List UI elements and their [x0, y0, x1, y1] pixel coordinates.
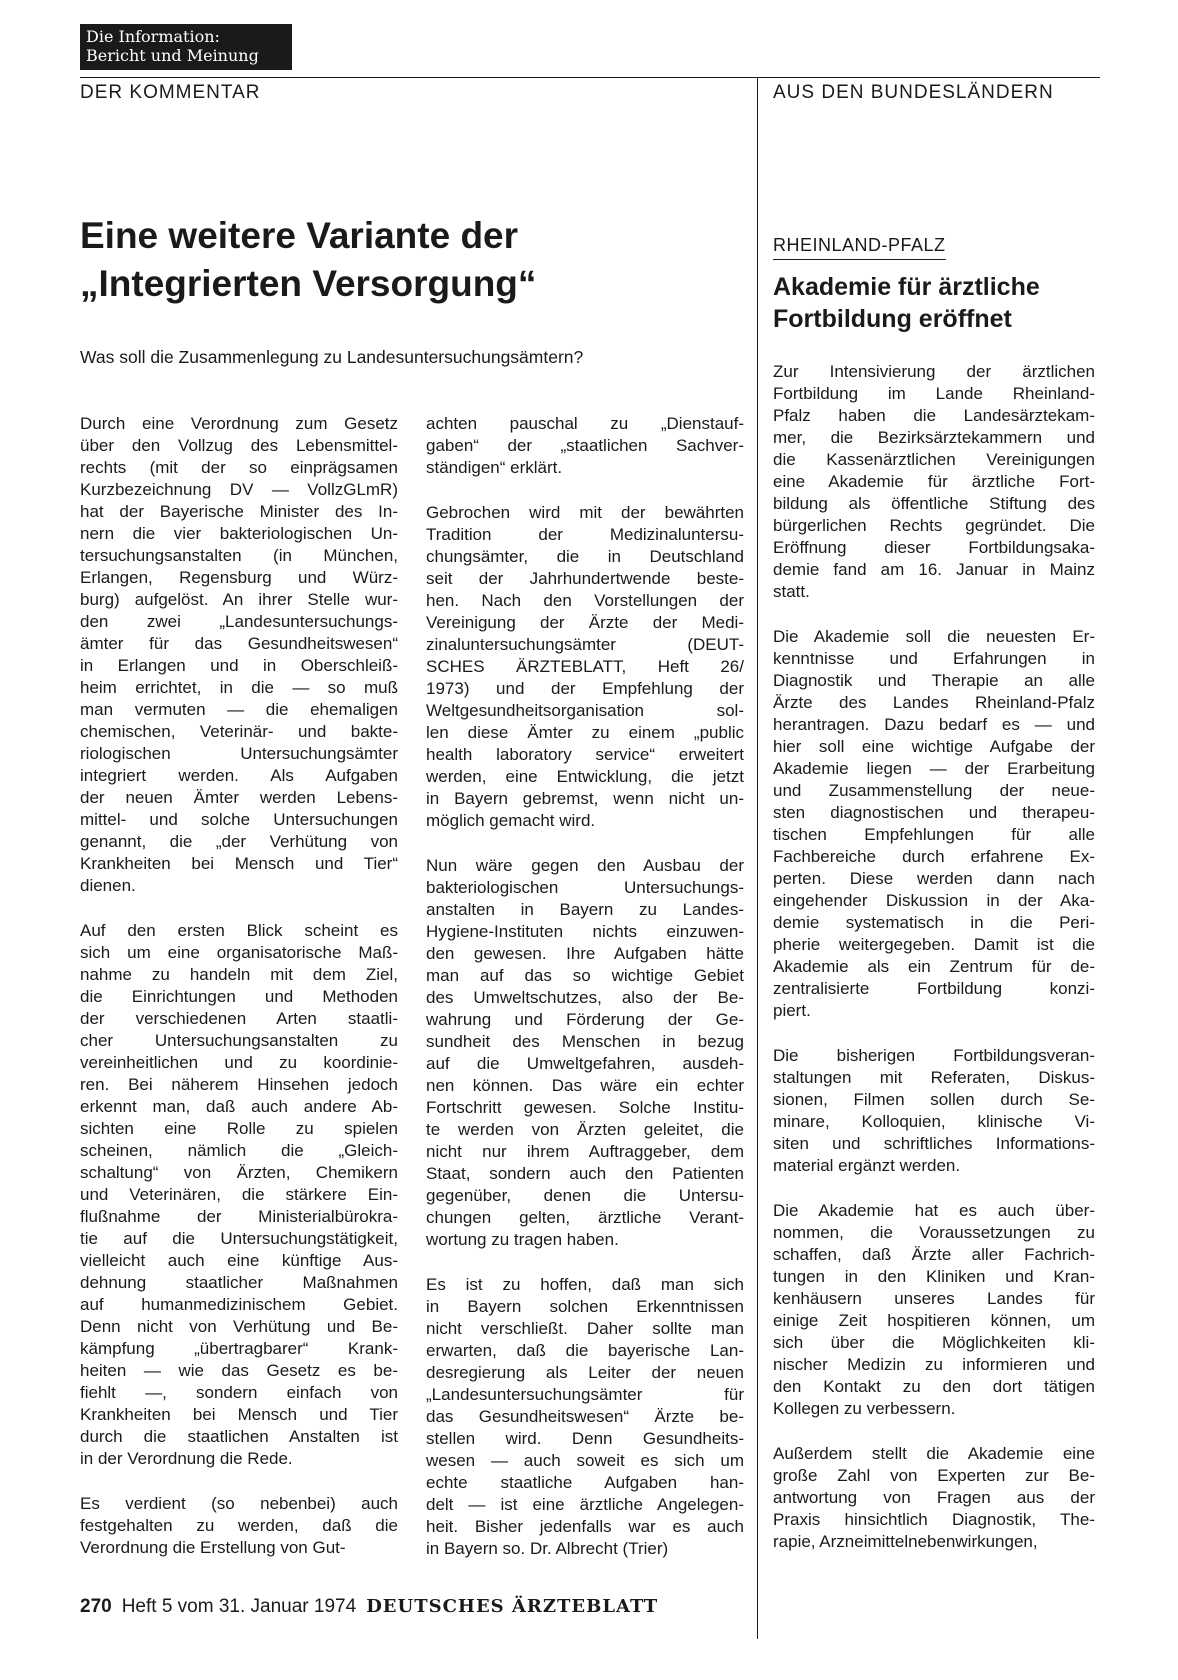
text-line: fiehlt —, sondern einfach von: [80, 1383, 398, 1402]
text-line: erwarten, daß die bayerische Lan-: [426, 1341, 744, 1360]
text-line: werden, eine Entwicklung, die jetzt: [426, 767, 744, 786]
text-line: perten. Diese werden dann nach: [773, 869, 1095, 888]
text-line: kämpfung „übertragbarer“ Krank-: [80, 1339, 398, 1358]
article-column-1: [80, 413, 398, 1582]
page-footer: [80, 1596, 658, 1618]
article-column-2: [426, 413, 744, 1583]
paragraph: [80, 413, 398, 897]
text-line: die Kassenärztlichen Vereinigungen: [773, 450, 1095, 469]
text-line: bildung als öffentliche Stiftung des: [773, 494, 1095, 513]
headline-line-2: „Integrierten Versorgung“: [80, 263, 537, 304]
text-line: Ärzte des Landes Rheinland-Pfalz: [773, 693, 1095, 712]
text-line: mittel- und solche Untersuchungen: [80, 810, 398, 829]
text-line: schaffen, daß Ärzte aller Fachrich-: [773, 1245, 1095, 1264]
text-line: kenhäusern unseres Landes für: [773, 1289, 1095, 1308]
text-line: siten und schriftliches Informations-: [773, 1134, 1095, 1153]
text-line: Eröffnung dieser Fortbildungsaka-: [773, 538, 1095, 557]
text-line: nicht nur ihrem Auftraggeber, dem: [426, 1142, 744, 1161]
text-line: mer, die Bezirksärztekammern und: [773, 428, 1095, 447]
text-line: auf humanmedizinischem Gebiet.: [80, 1295, 398, 1314]
text-line: festgehalten zu werden, daß die: [80, 1516, 398, 1535]
text-line: flußnahme der Ministerialbürokra-: [80, 1207, 398, 1226]
masthead-line-2: Bericht und Meinung: [86, 46, 259, 65]
text-line: eine Akademie für ärztliche Fort-: [773, 472, 1095, 491]
text-line: den Kontakt zu den dort tätigen: [773, 1377, 1095, 1396]
text-line: man vermuten — die ehemaligen: [80, 700, 398, 719]
text-line: große Zahl von Experten zur Be-: [773, 1466, 1095, 1485]
text-line: nen können. Das wäre ein echter: [426, 1076, 744, 1095]
text-line: die Einrichtungen und Methoden: [80, 987, 398, 1006]
section-label-right: AUS DEN BUNDESLÄNDERN: [773, 82, 1054, 103]
text-line: gegenüber, denen die Untersu-: [426, 1186, 744, 1205]
paragraph: [773, 361, 1095, 603]
text-line: seit der Jahrhundertwende beste-: [426, 569, 744, 588]
text-line: Zur Intensivierung der ärztlichen: [773, 362, 1095, 381]
right-article-headline: [773, 271, 1103, 335]
text-line: stellen wird. Denn Gesundheits-: [426, 1429, 744, 1448]
text-line: Kurzbezeichnung DV — VollzGLmR): [80, 480, 398, 499]
text-line: tungen in den Kliniken und Kran-: [773, 1267, 1095, 1286]
text-line: vielleicht auch eine künftige Aus-: [80, 1251, 398, 1270]
text-line: Denn nicht von Verhütung und Be-: [80, 1317, 398, 1336]
text-line: in Bayern gebremst, wenn nicht un-: [426, 789, 744, 808]
text-line: „Landesuntersuchungsämter für: [426, 1385, 744, 1404]
text-line: sten diagnostischen und therapeu-: [773, 803, 1095, 822]
text-line: wahrung und Förderung der Ge-: [426, 1010, 744, 1029]
text-line: ren. Bei näherem Hinsehen jedoch: [80, 1075, 398, 1094]
text-line: nahme zu handeln mit dem Ziel,: [80, 965, 398, 984]
text-line: Akademie als ein Zentrum für de-: [773, 957, 1095, 976]
text-line: genannt, die „der Verhütung von: [80, 832, 398, 851]
text-line: sundheit des Menschen in bezug: [426, 1032, 744, 1051]
text-line: heim errichtet, in die — so muß: [80, 678, 398, 697]
text-line: Fortbildung im Lande Rheinland-: [773, 384, 1095, 403]
text-line: antwortung von Fragen aus der: [773, 1488, 1095, 1507]
text-line: Verordnung die Erstellung von Gut-: [80, 1538, 346, 1557]
right-headline-line-2: Fortbildung eröffnet: [773, 305, 1012, 333]
text-line: nicht verschließt. Daher sollte man: [426, 1319, 744, 1338]
text-line: sionen, Filmen sollen durch Se-: [773, 1090, 1095, 1109]
masthead-line-1: Die Information:: [86, 27, 220, 46]
text-line: auf die Umweltgefahren, ausdeh-: [426, 1054, 744, 1073]
text-line: chungen gelten, ärztliche Verant-: [426, 1208, 744, 1227]
section-label-left: DER KOMMENTAR: [80, 82, 261, 103]
text-line: nommen, die Voraussetzungen zu: [773, 1223, 1095, 1242]
text-line: ämter für das Gesundheitswesen“: [80, 634, 398, 653]
text-line: demie fand am 16. Januar in Mainz: [773, 560, 1095, 579]
text-line: wesen — auch soweit es sich um: [426, 1451, 744, 1470]
text-line: Nun wäre gegen den Ausbau der: [426, 856, 744, 875]
top-rule: [80, 77, 1100, 78]
text-line: tie auf die Untersuchungstätigkeit,: [80, 1229, 398, 1248]
text-line: rechts (mit der so einprägsamen: [80, 458, 398, 477]
text-line: tischen Empfehlungen für alle: [773, 825, 1095, 844]
text-line: desregierung als Leiter der neuen: [426, 1363, 744, 1382]
issue-info: Heft 5 vom 31. Januar 1974: [121, 1596, 357, 1617]
text-line: vereinheitlichen und zu koordinie-: [80, 1053, 398, 1072]
text-line: gaben“ der „staatlichen Sachver-: [426, 436, 744, 455]
text-line: achten pauschal zu „Dienstauf-: [426, 414, 744, 433]
text-line: Auf den ersten Blick scheint es: [80, 921, 398, 940]
paragraph: [426, 855, 744, 1251]
article-headline: [80, 212, 740, 308]
text-line: Die Akademie soll die neuesten Er-: [773, 627, 1095, 646]
text-line: burg) aufgelöst. An ihrer Stelle wur-: [80, 590, 398, 609]
text-line: health laboratory service“ erweitert: [426, 745, 744, 764]
text-line: Gebrochen wird mit der bewährten: [426, 503, 744, 522]
text-line: dienen.: [80, 876, 136, 895]
text-line: heit. Bisher jedenfalls war es auch: [426, 1517, 744, 1536]
region-label: RHEINLAND-PFALZ: [773, 235, 946, 260]
right-article-column: [773, 361, 1095, 1576]
text-line: den zwei „Landesuntersuchungs-: [80, 612, 398, 631]
text-line: der neuen Ämter werden Lebens-: [80, 788, 398, 807]
text-line: SCHES ÄRZTEBLATT, Heft 26/: [426, 657, 744, 676]
masthead-box: [80, 24, 292, 70]
text-line: und Veterinären, die stärkere Ein-: [80, 1185, 398, 1204]
text-line: Kollegen zu verbessern.: [773, 1399, 956, 1418]
text-line: Die Akademie hat es auch über-: [773, 1201, 1095, 1220]
column-divider: [757, 77, 758, 1639]
text-line: über den Vollzug des Lebensmittel-: [80, 436, 398, 455]
text-line: der verschiedenen Arten staatli-: [80, 1009, 398, 1028]
text-line: staltungen mit Referaten, Diskus-: [773, 1068, 1095, 1087]
text-line: demie systematisch in die Peri-: [773, 913, 1095, 932]
page-number: 270: [80, 1596, 112, 1617]
article-subtitle: Was soll die Zusammenlegung zu Landesuntersuchungsämtern?: [80, 347, 584, 367]
text-line: pherie weitergegeben. Damit ist die: [773, 935, 1095, 954]
text-line: sichten eine Rolle zu spielen: [80, 1119, 398, 1138]
paragraph: [426, 1274, 744, 1560]
text-line: scheinen, nämlich die „Gleich-: [80, 1141, 398, 1160]
text-line: Es verdient (so nebenbei) auch: [80, 1494, 398, 1513]
text-line: sich über die Möglichkeiten kli-: [773, 1333, 1095, 1352]
text-line: den gewesen. Ihre Aufgaben hätte: [426, 944, 744, 963]
text-line: und Zusammenstellung der neue-: [773, 781, 1095, 800]
text-line: Akademie liegen — der Erarbeitung: [773, 759, 1095, 778]
text-line: Erlangen, Regensburg und Würz-: [80, 568, 398, 587]
text-line: hen. Nach den Vorstellungen der: [426, 591, 744, 610]
paragraph: [80, 920, 398, 1470]
text-line: chemischen, Veterinär- und bakte-: [80, 722, 398, 741]
text-line: Außerdem stellt die Akademie eine: [773, 1444, 1095, 1463]
text-line: des Umweltschutzes, also der Be-: [426, 988, 744, 1007]
text-line: bürgerlichen Rechts gegründet. Die: [773, 516, 1095, 535]
text-line: bakteriologischen Untersuchungs-: [426, 878, 744, 897]
text-line: sich um eine organisatorische Maß-: [80, 943, 398, 962]
paragraph: [773, 626, 1095, 1022]
text-line: eingehender Diskussion in der Aka-: [773, 891, 1095, 910]
text-line: Krankheiten bei Mensch und Tier: [80, 1405, 398, 1424]
text-line: material ergänzt werden.: [773, 1156, 961, 1175]
text-line: Weltgesundheitsorganisation sol-: [426, 701, 744, 720]
text-line: te werden von Ärzten geleitet, die: [426, 1120, 744, 1139]
text-line: Die bisherigen Fortbildungsveran-: [773, 1046, 1095, 1065]
text-line: in Erlangen und in Oberschleiß-: [80, 656, 398, 675]
text-line: in Bayern so. Dr. Albrecht (Trier): [426, 1539, 669, 1558]
right-headline-line-1: Akademie für ärztliche: [773, 273, 1040, 301]
text-line: heiten — wie das Gesetz es be-: [80, 1361, 398, 1380]
text-line: zinaluntersuchungsämter (DEUT-: [426, 635, 744, 654]
text-line: dehnung staatlicher Maßnahmen: [80, 1273, 398, 1292]
headline-line-1: Eine weitere Variante der: [80, 215, 519, 256]
text-line: piert.: [773, 1001, 811, 1020]
paragraph: [773, 1045, 1095, 1177]
text-line: Durch eine Verordnung zum Gesetz: [80, 414, 398, 433]
paragraph: [773, 1200, 1095, 1420]
text-line: herantragen. Dazu bedarf es — und: [773, 715, 1095, 734]
text-line: tersuchungsanstalten (in München,: [80, 546, 398, 565]
text-line: das Gesundheitswesen“ Ärzte be-: [426, 1407, 744, 1426]
text-line: ständigen“ erklärt.: [426, 458, 563, 477]
text-line: echte staatliche Aufgaben han-: [426, 1473, 744, 1492]
text-line: hier soll eine wichtige Aufgabe der: [773, 737, 1095, 756]
paragraph: [80, 1493, 398, 1559]
text-line: Praxis hinsichtlich Diagnostik, The-: [773, 1510, 1095, 1529]
text-line: len diese Ämter zu einem „public: [426, 723, 744, 742]
journal-name: DEUTSCHES ÄRZTEBLATT: [366, 1596, 659, 1617]
text-line: einige Zeit hospitieren können, um: [773, 1311, 1095, 1330]
text-line: Pfalz haben die Landesärztekam-: [773, 406, 1095, 425]
text-line: cher Untersuchungsanstalten zu: [80, 1031, 398, 1050]
text-line: durch die staatlichen Anstalten ist: [80, 1427, 398, 1446]
text-line: hat der Bayerische Minister des In-: [80, 502, 398, 521]
text-line: Fachbereiche durch erfahrene Ex-: [773, 847, 1095, 866]
text-line: Hygiene-Instituten nichts einzuwen-: [426, 922, 744, 941]
text-line: nern die vier bakteriologischen Un-: [80, 524, 398, 543]
text-line: man auf das so wichtige Gebiet: [426, 966, 744, 985]
text-line: Vereinigung der Ärzte der Medi-: [426, 613, 744, 632]
text-line: Fortschritt gewesen. Solche Institu-: [426, 1098, 744, 1117]
text-line: erkennt man, daß auch andere Ab-: [80, 1097, 398, 1116]
text-line: Es ist zu hoffen, daß man sich: [426, 1275, 744, 1294]
text-line: riologischen Untersuchungsämter: [80, 744, 398, 763]
text-line: chungsämter, die in Deutschland: [426, 547, 744, 566]
text-line: schaltung“ von Ärzten, Chemikern: [80, 1163, 398, 1182]
text-line: anstalten in Bayern zu Landes-: [426, 900, 744, 919]
text-line: möglich gemacht wird.: [426, 811, 596, 830]
text-line: nischer Medizin zu informieren und: [773, 1355, 1095, 1374]
text-line: 1973) und der Empfehlung der: [426, 679, 744, 698]
text-line: Krankheiten bei Mensch und Tier“: [80, 854, 398, 873]
text-line: rapie, Arzneimittelnebenwirkungen,: [773, 1532, 1038, 1551]
text-line: in der Verordnung die Rede.: [80, 1449, 293, 1468]
text-line: minare, Kolloquien, klinische Vi-: [773, 1112, 1095, 1131]
text-line: delt — ist eine ärztliche Angelegen-: [426, 1495, 744, 1514]
text-line: Diagnostik und Therapie an alle: [773, 671, 1095, 690]
text-line: Staat, sondern auch den Patienten: [426, 1164, 744, 1183]
text-line: wortung zu tragen haben.: [426, 1230, 619, 1249]
text-line: kenntnisse und Erfahrungen in: [773, 649, 1095, 668]
text-line: integriert werden. Als Aufgaben: [80, 766, 398, 785]
paragraph: [773, 1443, 1095, 1553]
paragraph: [426, 413, 744, 479]
text-line: zentralisierte Fortbildung konzi-: [773, 979, 1095, 998]
text-line: in Bayern solchen Erkenntnissen: [426, 1297, 744, 1316]
paragraph: [426, 502, 744, 832]
text-line: Tradition der Medizinaluntersu-: [426, 525, 744, 544]
text-line: statt.: [773, 582, 810, 601]
